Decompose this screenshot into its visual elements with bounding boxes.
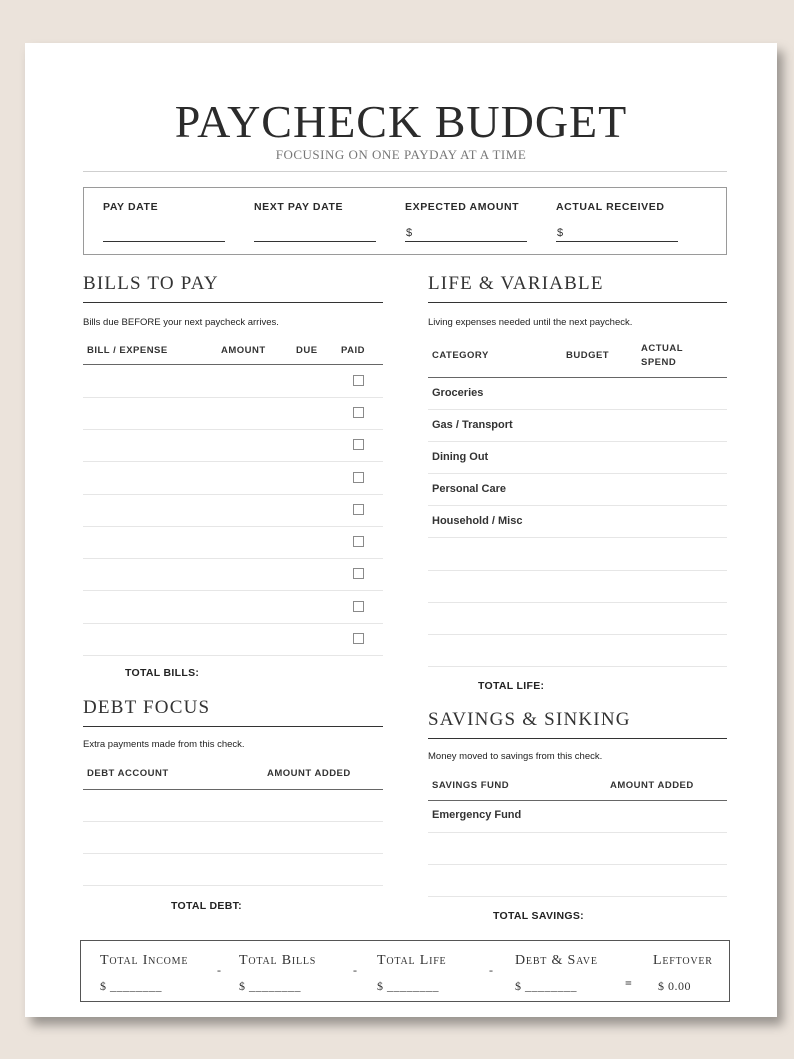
table-row[interactable] [83, 853, 383, 854]
life-category-household-misc: Household / Misc [432, 515, 523, 527]
life-heading: LIFE & VARIABLE [428, 273, 604, 294]
table-row[interactable] [428, 666, 727, 667]
budget-sheet [25, 43, 777, 1017]
summary-total-income-field[interactable]: $ ________ [100, 979, 162, 993]
expected-amount-label: EXPECTED AMOUNT [405, 201, 520, 213]
table-row[interactable] [428, 896, 727, 897]
life-category-dining-out: Dining Out [432, 451, 489, 463]
life-col-actual: ACTUAL [641, 343, 684, 354]
paid-checkbox[interactable] [353, 504, 364, 515]
table-row[interactable] [83, 397, 383, 398]
life-col-budget: BUDGET [566, 350, 610, 361]
bills-col-due: DUE [296, 345, 318, 356]
table-row[interactable] [428, 570, 727, 571]
paid-checkbox[interactable] [353, 375, 364, 386]
bills-description: Bills due BEFORE your next paycheck arrives. [83, 317, 279, 328]
table-row[interactable] [83, 885, 383, 886]
actual-currency: $ [557, 227, 564, 239]
minus-operator: - [353, 963, 357, 977]
debt-header-rule [83, 789, 383, 790]
next-pay-date-field[interactable] [254, 241, 376, 242]
pay-date-field[interactable] [103, 241, 225, 242]
summary-total-life-label: Total Life [377, 953, 447, 968]
savings-col-amount: AMOUNT ADDED [610, 780, 694, 791]
table-row[interactable] [83, 494, 383, 495]
table-row[interactable] [83, 461, 383, 462]
summary-total-life-field[interactable]: $ ________ [377, 979, 439, 993]
life-col-spend: SPEND [641, 357, 677, 368]
summary-total-bills-label: Total Bills [239, 953, 317, 968]
bills-col-paid: PAID [341, 345, 365, 356]
debt-col-account: DEBT ACCOUNT [87, 768, 169, 779]
debt-description: Extra payments made from this check. [83, 739, 245, 750]
table-row[interactable] [83, 429, 383, 430]
pay-info-box [83, 187, 727, 255]
title-divider [83, 171, 727, 172]
expected-amount-field[interactable] [405, 241, 527, 242]
savings-col-fund: SAVINGS FUND [432, 780, 510, 791]
table-row[interactable] [83, 526, 383, 527]
savings-heading-rule [428, 738, 727, 739]
bills-heading-rule [83, 302, 383, 303]
pay-date-label: PAY DATE [103, 201, 159, 213]
life-category-gas-transport: Gas / Transport [432, 419, 513, 431]
summary-total-bills-field[interactable]: $ ________ [239, 979, 301, 993]
paid-checkbox[interactable] [353, 633, 364, 644]
minus-operator: - [217, 963, 221, 977]
expected-currency: $ [406, 227, 413, 239]
table-row[interactable] [428, 409, 727, 410]
table-row[interactable] [83, 821, 383, 822]
debt-col-amount: AMOUNT ADDED [267, 768, 351, 779]
paid-checkbox[interactable] [353, 536, 364, 547]
actual-received-field[interactable] [556, 241, 678, 242]
table-row[interactable] [428, 505, 727, 506]
page-title: PAYCHECK BUDGET [174, 96, 628, 147]
paid-checkbox[interactable] [353, 601, 364, 612]
table-row[interactable] [428, 602, 727, 603]
life-heading-rule [428, 302, 727, 303]
total-bills-label: TOTAL BILLS: [125, 667, 200, 679]
table-row[interactable] [83, 655, 383, 656]
table-row[interactable] [83, 590, 383, 591]
bills-col-expense: BILL / EXPENSE [87, 345, 168, 356]
total-debt-label: TOTAL DEBT: [171, 900, 242, 912]
savings-heading: SAVINGS & SINKING [428, 709, 631, 730]
life-category-personal-care: Personal Care [432, 483, 506, 495]
savings-fund-emergency: Emergency Fund [432, 809, 522, 821]
savings-header-rule [428, 800, 727, 801]
life-category-groceries: Groceries [432, 387, 484, 399]
summary-leftover-value: $ 0.00 [658, 979, 691, 993]
total-life-label: TOTAL LIFE: [478, 680, 545, 692]
debt-heading: DEBT FOCUS [83, 697, 211, 718]
life-col-category: CATEGORY [432, 350, 489, 361]
summary-total-income-label: Total Income [100, 953, 189, 968]
equals-operator: = [625, 976, 632, 990]
actual-received-label: ACTUAL RECEIVED [556, 201, 665, 213]
table-row[interactable] [83, 623, 383, 624]
paid-checkbox[interactable] [353, 439, 364, 450]
life-description: Living expenses needed until the next paycheck. [428, 317, 633, 328]
summary-leftover-label: Leftover [653, 953, 713, 968]
minus-operator: - [489, 963, 493, 977]
summary-debt-save-field[interactable]: $ ________ [515, 979, 577, 993]
table-row[interactable] [428, 864, 727, 865]
table-row[interactable] [428, 441, 727, 442]
savings-description: Money moved to savings from this check. [428, 751, 603, 762]
next-pay-date-label: NEXT PAY DATE [254, 201, 344, 213]
life-header-rule [428, 377, 727, 378]
bills-heading: BILLS TO PAY [83, 273, 219, 294]
page-subtitle: FOCUSING ON ONE PAYDAY AT A TIME [275, 147, 527, 162]
summary-debt-save-label: Debt & Save [515, 953, 598, 968]
total-savings-label: TOTAL SAVINGS: [493, 910, 584, 922]
table-row[interactable] [428, 473, 727, 474]
table-row[interactable] [428, 634, 727, 635]
bills-col-amount: AMOUNT [221, 345, 266, 356]
table-row[interactable] [83, 558, 383, 559]
paid-checkbox[interactable] [353, 568, 364, 579]
paid-checkbox[interactable] [353, 472, 364, 483]
bills-header-rule [83, 364, 383, 365]
debt-heading-rule [83, 726, 383, 727]
table-row[interactable] [428, 832, 727, 833]
table-row[interactable] [428, 537, 727, 538]
paid-checkbox[interactable] [353, 407, 364, 418]
